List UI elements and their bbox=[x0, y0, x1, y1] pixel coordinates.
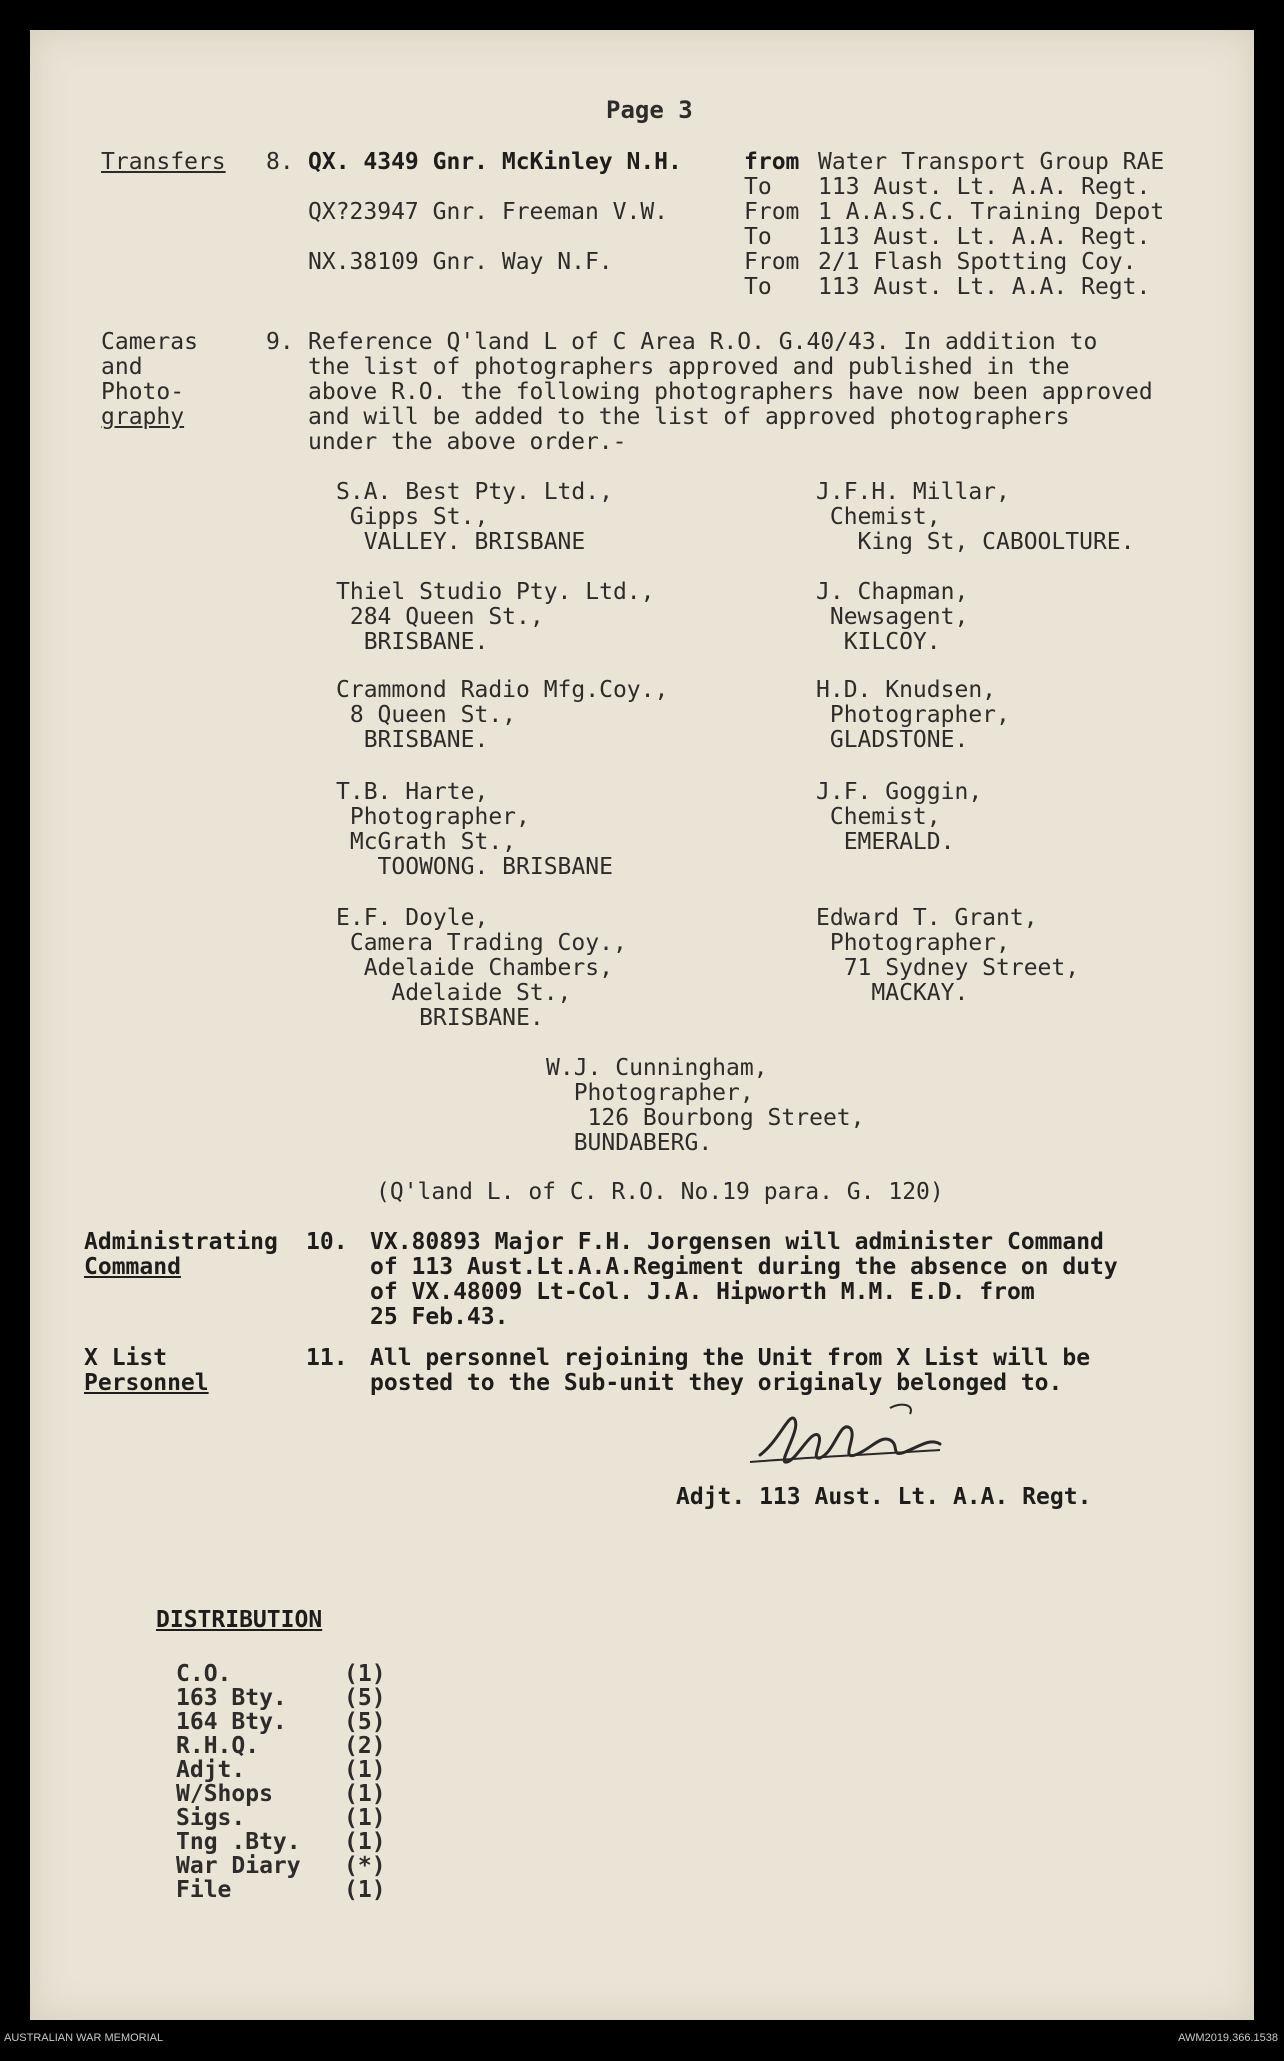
transfer-direction: To bbox=[744, 174, 772, 200]
cameras-para-line: above R.O. the following photographers have now been approved bbox=[308, 379, 1153, 405]
photographer-center-line: Photographer, bbox=[546, 1080, 754, 1106]
photographer-left-line: E.F. Doyle, bbox=[336, 905, 489, 931]
photographer-right-line: J.F. Goggin, bbox=[816, 779, 983, 805]
transfer-destination: 113 Aust. Lt. A.A. Regt. bbox=[818, 174, 1151, 200]
photographer-left-line: 284 Queen St., bbox=[336, 604, 544, 630]
photographer-left-line: VALLEY. BRISBANE bbox=[336, 529, 586, 555]
footer-right: AWM2019.366.1538 bbox=[1178, 2032, 1278, 2044]
photographer-left-line: S.A. Best Pty. Ltd., bbox=[336, 479, 613, 505]
transfer-direction: From bbox=[744, 199, 800, 225]
photographer-right-line: Chemist, bbox=[816, 504, 941, 530]
photographer-right-line: MACKAY. bbox=[816, 980, 969, 1006]
transfer-direction: To bbox=[744, 274, 772, 300]
photographer-left-line: T.B. Harte, bbox=[336, 779, 489, 805]
distribution-label: File bbox=[176, 1877, 232, 1903]
photographer-right-line: Newsagent, bbox=[816, 604, 969, 630]
distribution-count: (5) bbox=[344, 1685, 386, 1711]
photographer-right-line: Chemist, bbox=[816, 804, 941, 830]
distribution-label: C.O. bbox=[176, 1661, 232, 1687]
photographer-left-line: McGrath St., bbox=[336, 829, 517, 855]
document-body bbox=[30, 30, 1254, 2020]
distribution-row bbox=[176, 1686, 386, 1711]
distribution-count: (1) bbox=[344, 1877, 386, 1903]
photographer-left-line: BRISBANE. bbox=[336, 1005, 544, 1031]
distribution-count: (5) bbox=[344, 1709, 386, 1735]
distribution-count: (1) bbox=[344, 1781, 386, 1807]
photographer-right-line: Edward T. Grant, bbox=[816, 905, 1038, 931]
distribution-count: (1) bbox=[344, 1829, 386, 1855]
photographer-left-line: Crammond Radio Mfg.Coy., bbox=[336, 677, 669, 703]
distribution-label: Tng .Bty. bbox=[176, 1829, 301, 1855]
photographer-left-line: BRISBANE. bbox=[336, 727, 489, 753]
distribution-label: War Diary bbox=[176, 1853, 301, 1879]
cameras-para-line: under the above order.- bbox=[308, 429, 627, 455]
cameras-reference: (Q'land L. of C. R.O. No.19 para. G. 120) bbox=[376, 1179, 944, 1205]
photographer-center-line: W.J. Cunningham, bbox=[546, 1055, 768, 1081]
xlist-heading-line: X List bbox=[84, 1345, 168, 1371]
distribution-row bbox=[176, 1710, 386, 1735]
cameras-para-line: the list of photographers approved and published in the bbox=[308, 354, 1070, 380]
xlist-para-line: All personnel rejoining the Unit from X List will be bbox=[370, 1345, 1091, 1371]
transfers-number: 8. bbox=[266, 149, 294, 175]
transfer-direction: from bbox=[744, 149, 800, 175]
distribution-count: (1) bbox=[344, 1661, 386, 1687]
photographer-right-line: Photographer, bbox=[816, 702, 1010, 728]
cameras-heading-line: graphy bbox=[101, 404, 185, 430]
xlist-heading-line: Personnel bbox=[84, 1370, 209, 1396]
transfer-destination: 2/1 Flash Spotting Coy. bbox=[818, 249, 1137, 275]
transfers-heading: Transfers bbox=[101, 149, 226, 175]
signature-title: Adjt. 113 Aust. Lt. A.A. Regt. bbox=[676, 1484, 1092, 1510]
distribution-label: 163 Bty. bbox=[176, 1685, 287, 1711]
distribution-label: W/Shops bbox=[176, 1781, 273, 1807]
cameras-heading-line: Photo- bbox=[101, 379, 185, 405]
photographer-left-line: BRISBANE. bbox=[336, 629, 489, 655]
distribution-label: Adjt. bbox=[176, 1757, 246, 1783]
distribution-count: (*) bbox=[344, 1853, 386, 1879]
photographer-left-line: 8 Queen St., bbox=[336, 702, 517, 728]
cameras-para-line: Reference Q'land L of C Area R.O. G.40/43. In addition to bbox=[308, 329, 1098, 355]
admin-heading-line: Command bbox=[84, 1254, 181, 1280]
transfer-name: NX.38109 Gnr. Way N.F. bbox=[308, 249, 613, 275]
photographer-left-line: Camera Trading Coy., bbox=[336, 930, 627, 956]
photographer-left-line: Adelaide Chambers, bbox=[336, 955, 613, 981]
photographer-right-line: EMERALD. bbox=[816, 829, 955, 855]
admin-para-line: of 113 Aust.Lt.A.A.Regiment during the absence on duty bbox=[370, 1254, 1118, 1280]
photographer-left-line: Adelaide St., bbox=[336, 980, 572, 1006]
cameras-number: 9. bbox=[266, 329, 294, 355]
photographer-right-line: KILCOY. bbox=[816, 629, 941, 655]
distribution-label: R.H.Q. bbox=[176, 1733, 260, 1759]
transfer-direction: From bbox=[744, 249, 800, 275]
page-title: Page 3 bbox=[606, 96, 693, 124]
distribution-heading: DISTRIBUTION bbox=[156, 1607, 323, 1633]
cameras-heading-line: Cameras bbox=[101, 329, 198, 355]
distribution-row bbox=[176, 1662, 386, 1687]
transfer-destination: 1 A.A.S.C. Training Depot bbox=[818, 199, 1165, 225]
distribution-row bbox=[176, 1734, 386, 1759]
photographer-left-line: Thiel Studio Pty. Ltd., bbox=[336, 579, 655, 605]
photographer-center-line: 126 Bourbong Street, bbox=[546, 1105, 865, 1131]
photographer-right-line: King St, CABOOLTURE. bbox=[816, 529, 1135, 555]
transfer-destination: 113 Aust. Lt. A.A. Regt. bbox=[818, 224, 1151, 250]
photographer-left-line: Gipps St., bbox=[336, 504, 489, 530]
admin-number: 10. bbox=[306, 1229, 348, 1255]
transfer-name: QX. 4349 Gnr. McKinley N.H. bbox=[308, 149, 682, 175]
distribution-count: (2) bbox=[344, 1733, 386, 1759]
distribution-row bbox=[176, 1830, 386, 1855]
cameras-heading-line: and bbox=[101, 354, 143, 380]
admin-para-line: 25 Feb.43. bbox=[370, 1304, 509, 1330]
distribution-row bbox=[176, 1878, 386, 1903]
xlist-para-line: posted to the Sub-unit they originaly belonged to. bbox=[370, 1370, 1063, 1396]
photographer-right-line: H.D. Knudsen, bbox=[816, 677, 997, 703]
footer-left: AUSTRALIAN WAR MEMORIAL bbox=[4, 2032, 164, 2044]
distribution-label: Sigs. bbox=[176, 1805, 246, 1831]
cameras-para-line: and will be added to the list of approved photographers bbox=[308, 404, 1070, 430]
photographer-left-line: Photographer, bbox=[336, 804, 530, 830]
photographer-right-line: J.F.H. Millar, bbox=[816, 479, 1010, 505]
photographer-right-line: Photographer, bbox=[816, 930, 1010, 956]
photographer-left-line: TOOWONG. BRISBANE bbox=[336, 854, 613, 880]
photographer-center-line: BUNDABERG. bbox=[546, 1130, 713, 1156]
distribution-row bbox=[176, 1854, 386, 1879]
distribution-row bbox=[176, 1758, 386, 1783]
distribution-row bbox=[176, 1782, 386, 1807]
admin-heading-line: Administrating bbox=[84, 1229, 278, 1255]
distribution-count: (1) bbox=[344, 1805, 386, 1831]
photographer-right-line: 71 Sydney Street, bbox=[816, 955, 1080, 981]
xlist-number: 11. bbox=[306, 1345, 348, 1371]
signature-image bbox=[740, 1400, 960, 1480]
admin-para-line: of VX.48009 Lt-Col. J.A. Hipworth M.M. E.D. from bbox=[370, 1279, 1035, 1305]
transfer-direction: To bbox=[744, 224, 772, 250]
admin-para-line: VX.80893 Major F.H. Jorgensen will administer Command bbox=[370, 1229, 1104, 1255]
distribution-label: 164 Bty. bbox=[176, 1709, 287, 1735]
distribution-count: (1) bbox=[344, 1757, 386, 1783]
photographer-right-line: J. Chapman, bbox=[816, 579, 969, 605]
distribution-row bbox=[176, 1806, 386, 1831]
transfer-destination: Water Transport Group RAE bbox=[818, 149, 1165, 175]
document-page bbox=[30, 30, 1254, 2020]
photographer-right-line: GLADSTONE. bbox=[816, 727, 969, 753]
footer-bar bbox=[0, 2020, 1284, 2061]
transfer-name: QX?23947 Gnr. Freeman V.W. bbox=[308, 199, 669, 225]
transfer-destination: 113 Aust. Lt. A.A. Regt. bbox=[818, 274, 1151, 300]
